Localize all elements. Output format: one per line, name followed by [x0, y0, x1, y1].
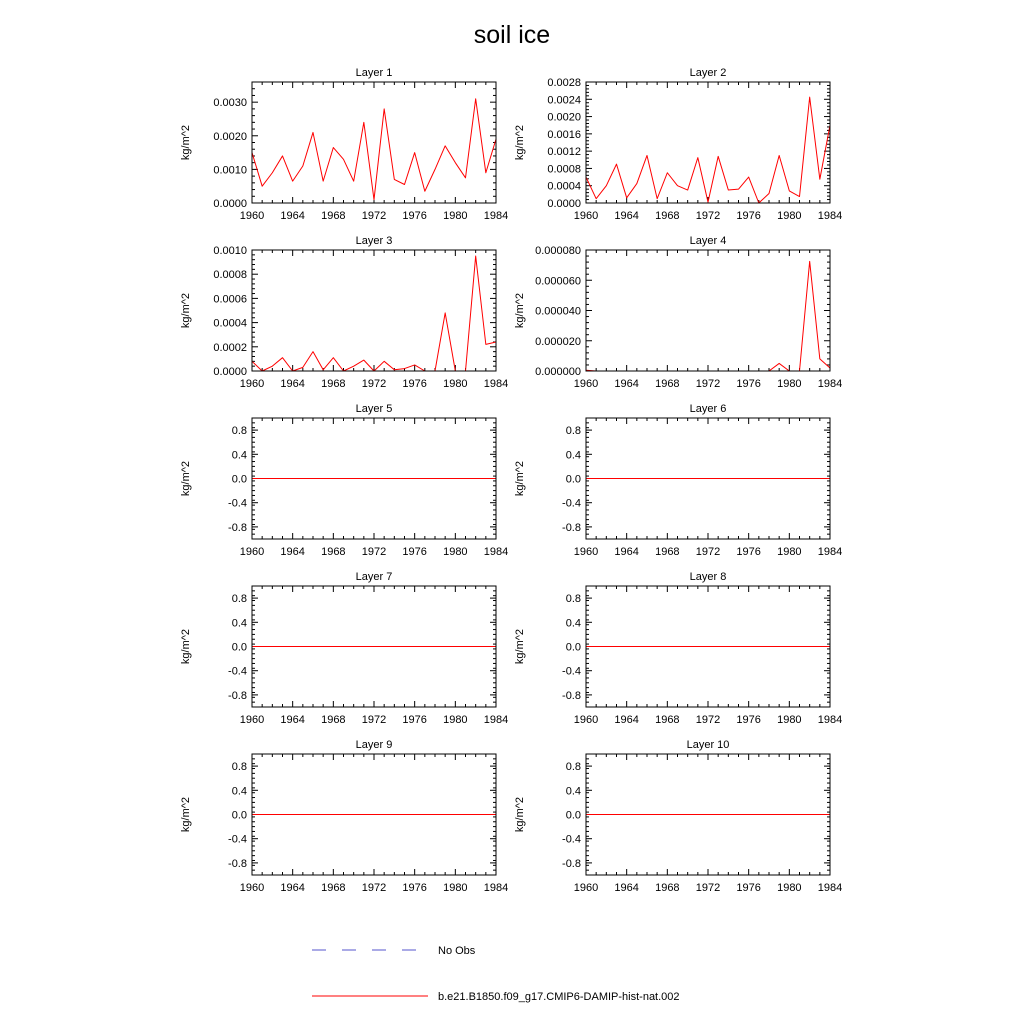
x-tick-label: 1964: [280, 378, 305, 390]
y-tick-label: 0.000080: [535, 245, 581, 257]
y-tick-label: 0.4: [565, 449, 581, 462]
y-tick-label: -0.8: [562, 857, 581, 870]
x-tick-label: 1972: [695, 714, 721, 726]
series-line: [586, 97, 830, 203]
y-tick-label: 0.0: [231, 473, 247, 486]
y-axis-label: kg/m^2: [180, 796, 192, 833]
x-tick-label: 1972: [361, 882, 387, 894]
x-tick-label: 1976: [736, 546, 761, 558]
chart-panel-9: [180, 739, 508, 894]
x-tick-label: 1976: [736, 378, 761, 390]
x-tick-label: 1976: [736, 882, 761, 894]
x-tick-label: 1984: [483, 378, 509, 390]
y-tick-label: 0.0000: [547, 198, 581, 210]
x-tick-label: 1964: [614, 882, 639, 894]
y-tick-label: -0.4: [562, 497, 581, 510]
y-tick-label: 0.0: [565, 641, 581, 654]
x-tick-label: 1968: [321, 714, 346, 726]
y-axis-label: kg/m^2: [514, 292, 526, 329]
x-tick-label: 1980: [443, 210, 468, 222]
y-tick-label: 0.0000: [213, 198, 247, 210]
x-tick-label: 1960: [239, 546, 265, 558]
x-tick-label: 1980: [443, 546, 468, 558]
x-tick-label: 1968: [655, 378, 680, 390]
figure-title: soil ice: [473, 21, 551, 49]
y-tick-label: 0.0000: [213, 366, 247, 378]
x-tick-label: 1968: [321, 210, 346, 222]
panel-title: Layer 5: [355, 403, 393, 415]
y-axis-label: kg/m^2: [514, 460, 526, 497]
x-tick-label: 1972: [695, 378, 721, 390]
panel-title: Layer 7: [355, 571, 393, 583]
y-tick-label: 0.0: [231, 641, 247, 654]
x-tick-label: 1964: [614, 378, 639, 390]
y-tick-label: 0.4: [565, 617, 581, 630]
x-tick-label: 1960: [239, 714, 265, 726]
x-tick-label: 1980: [777, 714, 802, 726]
y-tick-label: 0.0010: [213, 164, 247, 177]
y-tick-label: -0.4: [562, 833, 581, 846]
x-tick-label: 1960: [239, 378, 265, 390]
y-tick-label: 0.0004: [547, 180, 581, 193]
y-tick-label: 0.0006: [213, 293, 247, 306]
panel-title: Layer 1: [355, 67, 393, 79]
y-tick-label: 0.0008: [213, 269, 247, 282]
plot-frame: [252, 250, 496, 371]
x-tick-label: 1972: [361, 714, 387, 726]
y-tick-label: 0.8: [231, 593, 247, 606]
panel-title: Layer 8: [689, 571, 727, 583]
x-tick-label: 1980: [443, 378, 468, 390]
x-tick-label: 1960: [239, 882, 265, 894]
x-tick-label: 1984: [817, 546, 843, 558]
y-tick-label: 0.000000: [535, 366, 581, 378]
y-axis-label: kg/m^2: [180, 460, 192, 497]
legend-item: [312, 945, 476, 957]
panel-title: Layer 10: [686, 739, 730, 751]
y-tick-label: 0.0020: [213, 130, 247, 143]
legend-item: [312, 991, 680, 1003]
plot-frame: [252, 82, 496, 203]
x-tick-label: 1976: [402, 210, 427, 222]
x-tick-label: 1984: [483, 882, 509, 894]
y-tick-label: 0.0004: [213, 317, 247, 330]
chart-panel-5: [180, 403, 508, 558]
x-tick-label: 1980: [777, 210, 802, 222]
y-tick-label: 0.0: [565, 809, 581, 822]
y-axis-label: kg/m^2: [180, 292, 192, 329]
chart-panel-1: [180, 67, 508, 222]
chart-panel-4: [514, 235, 842, 390]
x-tick-label: 1972: [361, 210, 387, 222]
y-tick-label: 0.4: [565, 785, 581, 798]
y-axis-label: kg/m^2: [180, 124, 192, 161]
y-tick-label: -0.8: [562, 521, 581, 534]
y-tick-label: -0.4: [562, 665, 581, 678]
x-tick-label: 1968: [321, 378, 346, 390]
x-tick-label: 1980: [777, 378, 802, 390]
series-line: [252, 256, 496, 371]
y-tick-label: 0.4: [231, 785, 247, 798]
legend-label: b.e21.B1850.f09_g17.CMIP6-DAMIP-hist-nat.002: [438, 991, 680, 1003]
x-tick-label: 1960: [573, 882, 599, 894]
y-tick-label: 0.8: [231, 761, 247, 774]
x-tick-label: 1964: [614, 714, 639, 726]
panel-title: Layer 3: [355, 235, 393, 247]
x-tick-label: 1964: [280, 714, 305, 726]
x-tick-label: 1972: [695, 210, 721, 222]
y-tick-label: 0.8: [565, 761, 581, 774]
y-tick-label: 0.0016: [547, 128, 581, 141]
x-tick-label: 1976: [402, 378, 427, 390]
x-tick-label: 1968: [321, 882, 346, 894]
x-tick-label: 1968: [321, 546, 346, 558]
x-tick-label: 1964: [280, 546, 305, 558]
x-tick-label: 1984: [817, 882, 843, 894]
x-tick-label: 1976: [402, 882, 427, 894]
y-tick-label: -0.8: [228, 857, 247, 870]
y-tick-label: 0.8: [565, 425, 581, 438]
x-tick-label: 1972: [695, 882, 721, 894]
y-tick-label: -0.8: [228, 689, 247, 702]
y-tick-label: -0.8: [562, 689, 581, 702]
x-tick-label: 1960: [573, 714, 599, 726]
x-tick-label: 1980: [443, 714, 468, 726]
x-tick-label: 1964: [280, 210, 305, 222]
x-tick-label: 1968: [655, 882, 680, 894]
y-tick-label: 0.8: [231, 425, 247, 438]
x-tick-label: 1976: [402, 714, 427, 726]
panel-title: Layer 9: [355, 739, 393, 751]
y-tick-label: 0.0002: [213, 341, 247, 354]
x-tick-label: 1972: [361, 378, 387, 390]
legend-label: No Obs: [438, 945, 476, 957]
x-tick-label: 1960: [573, 546, 599, 558]
chart-panel-2: [514, 67, 842, 222]
chart-panel-3: [180, 235, 508, 390]
y-tick-label: 0.0024: [547, 94, 581, 107]
y-tick-label: -0.8: [228, 521, 247, 534]
panel-title: Layer 2: [689, 67, 727, 79]
y-tick-label: 0.0012: [547, 146, 581, 159]
x-tick-label: 1976: [736, 210, 761, 222]
chart-panel-10: [514, 739, 842, 894]
x-tick-label: 1980: [443, 882, 468, 894]
x-tick-label: 1980: [777, 546, 802, 558]
y-tick-label: 0.0010: [213, 245, 247, 257]
panel-title: Layer 4: [689, 235, 727, 247]
x-tick-label: 1968: [655, 546, 680, 558]
plot-frame: [586, 250, 830, 371]
y-tick-label: 0.0: [565, 473, 581, 486]
y-tick-label: 0.0020: [547, 111, 581, 124]
x-tick-label: 1984: [483, 714, 509, 726]
legend: [312, 945, 680, 1003]
y-tick-label: 0.4: [231, 617, 247, 630]
y-axis-label: kg/m^2: [180, 628, 192, 665]
x-tick-label: 1960: [573, 378, 599, 390]
x-tick-label: 1984: [817, 210, 843, 222]
chart-panel-8: [514, 571, 842, 726]
y-tick-label: 0.0028: [547, 77, 581, 89]
y-tick-label: 0.0030: [213, 97, 247, 110]
y-axis-label: kg/m^2: [514, 124, 526, 161]
y-axis-label: kg/m^2: [514, 628, 526, 665]
series-line: [252, 99, 496, 200]
x-tick-label: 1976: [402, 546, 427, 558]
x-tick-label: 1960: [239, 210, 265, 222]
y-tick-label: -0.4: [228, 665, 247, 678]
y-tick-label: 0.000020: [535, 335, 581, 348]
x-tick-label: 1980: [777, 882, 802, 894]
y-tick-label: 0.000040: [535, 305, 581, 318]
chart-panel-7: [180, 571, 508, 726]
y-tick-label: -0.4: [228, 833, 247, 846]
x-tick-label: 1972: [695, 546, 721, 558]
x-tick-label: 1984: [483, 210, 509, 222]
x-tick-label: 1976: [736, 714, 761, 726]
y-tick-label: -0.4: [228, 497, 247, 510]
x-tick-label: 1984: [483, 546, 509, 558]
x-tick-label: 1964: [614, 210, 639, 222]
chart-panel-6: [514, 403, 842, 558]
x-tick-label: 1964: [280, 882, 305, 894]
x-tick-label: 1972: [361, 546, 387, 558]
y-tick-label: 0.4: [231, 449, 247, 462]
series-line: [586, 261, 830, 371]
y-tick-label: 0.0: [231, 809, 247, 822]
x-tick-label: 1968: [655, 210, 680, 222]
y-tick-label: 0.8: [565, 593, 581, 606]
panels-group: [180, 67, 842, 894]
y-axis-label: kg/m^2: [514, 796, 526, 833]
y-tick-label: 0.0008: [547, 163, 581, 176]
x-tick-label: 1984: [817, 714, 843, 726]
x-tick-label: 1964: [614, 546, 639, 558]
y-tick-label: 0.000060: [535, 275, 581, 288]
x-tick-label: 1984: [817, 378, 843, 390]
x-tick-label: 1968: [655, 714, 680, 726]
panel-title: Layer 6: [689, 403, 727, 415]
x-tick-label: 1960: [573, 210, 599, 222]
